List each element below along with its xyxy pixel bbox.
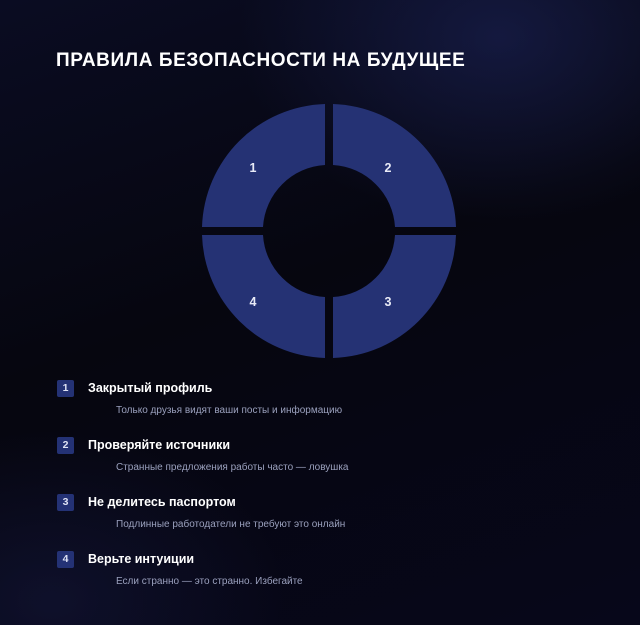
donut-segment-3[interactable]: [333, 235, 456, 358]
legend-title-1: Закрытый профиль: [88, 381, 213, 395]
legend-desc-1: Только друзья видят ваши посты и информацию: [116, 405, 343, 416]
page-title: ПРАВИЛА БЕЗОПАСНОСТИ НА БУДУЩЕЕ: [56, 50, 466, 71]
legend-desc-3: Подлинные работодатели не требуют это онлайн: [116, 519, 346, 530]
legend-title-3: Не делитесь паспортом: [88, 495, 236, 509]
donut-chart: [198, 100, 460, 362]
legend-list: [57, 380, 597, 588]
donut-label-3: 3: [384, 295, 392, 309]
donut-label-1: 1: [249, 161, 257, 175]
donut-segment-4[interactable]: [202, 235, 325, 358]
list-item: [57, 380, 597, 417]
donut-label-4: 4: [249, 295, 257, 309]
donut-segment-1[interactable]: [202, 104, 325, 227]
legend-desc-2: Странные предложения работы часто — ловушка: [116, 462, 349, 473]
legend-badge-3: 3: [57, 494, 74, 511]
donut-svg: [198, 100, 460, 362]
legend-desc-4: Если странно — это странно. Избегайте: [116, 576, 303, 587]
donut-segment-2[interactable]: [333, 104, 456, 227]
legend-title-4: Верьте интуиции: [88, 552, 195, 566]
list-item: [57, 494, 597, 531]
legend-badge-4: 4: [57, 551, 74, 568]
list-item: [57, 437, 597, 474]
list-item: [57, 551, 597, 588]
legend-badge-1: 1: [57, 380, 74, 397]
legend-badge-2: 2: [57, 437, 74, 454]
legend-title-2: Проверяйте источники: [88, 438, 231, 452]
donut-label-2: 2: [384, 161, 392, 175]
